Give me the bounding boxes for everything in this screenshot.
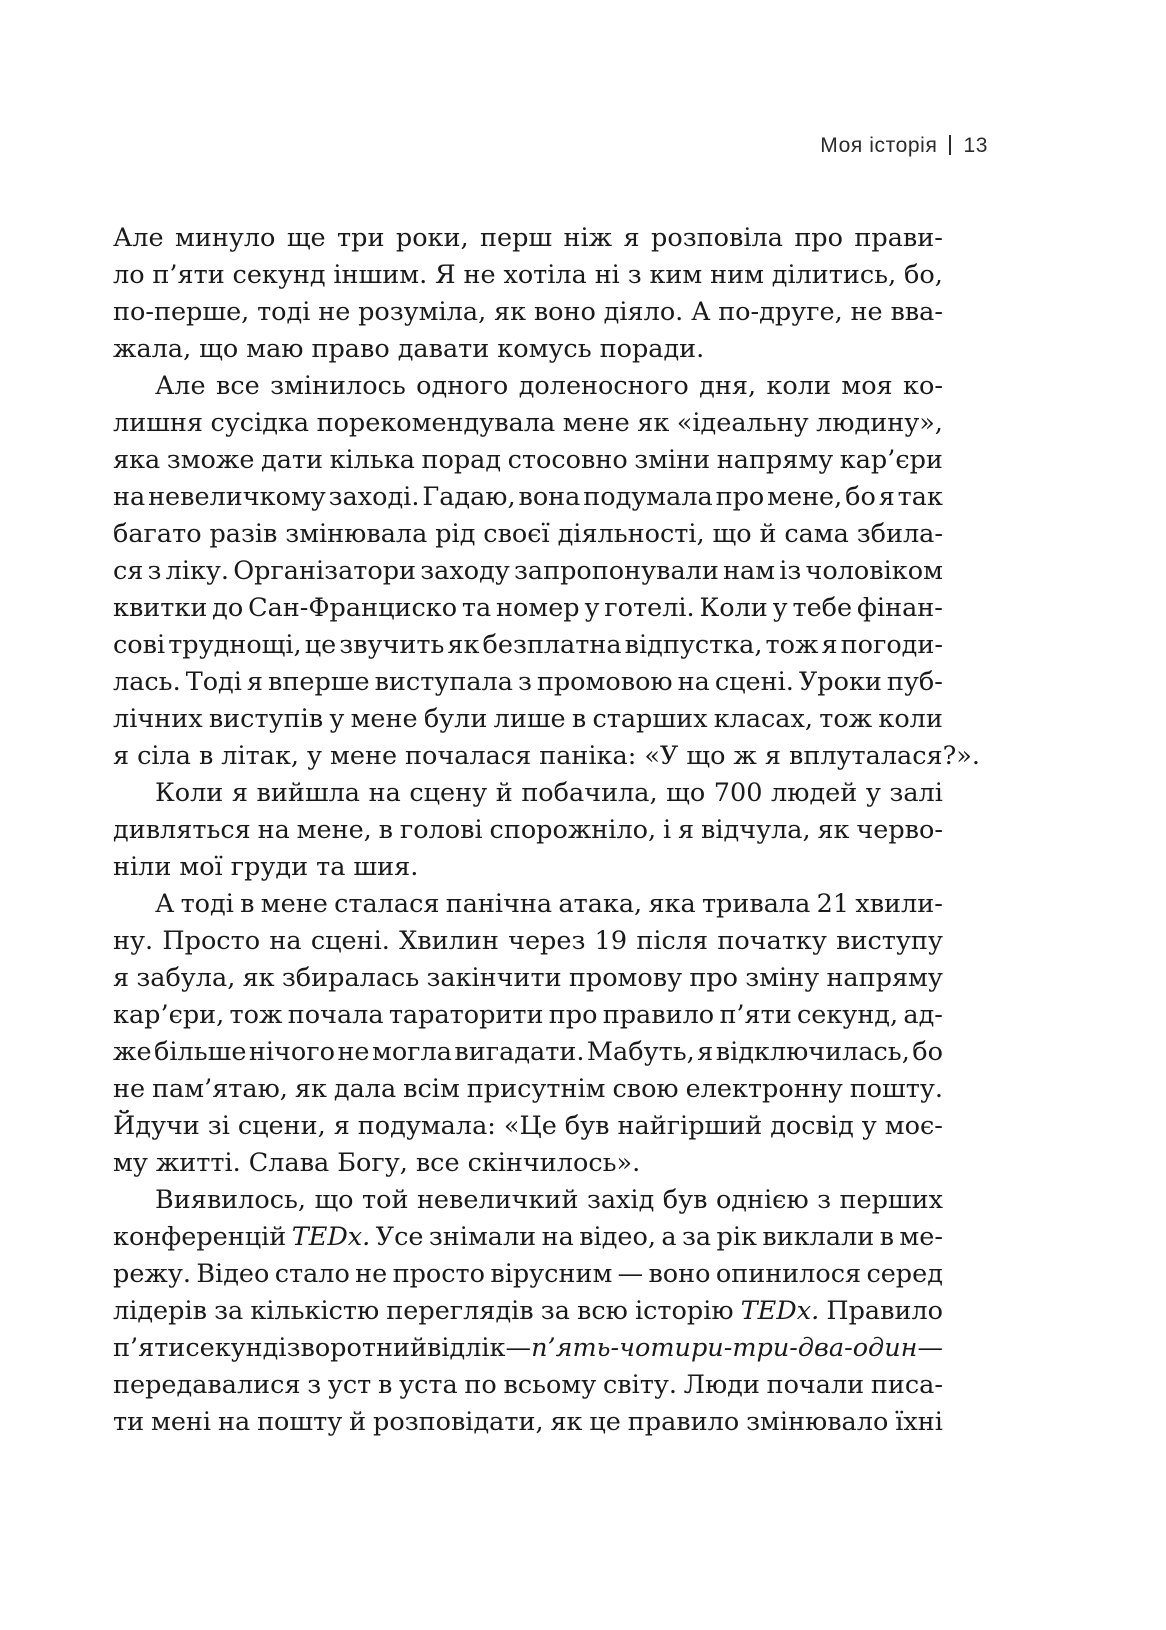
text-line: багато разів змінювала рід своєї діяльності, що й сама збила- [113, 519, 943, 549]
text-line: Але минуло ще три роки, перш ніж я розповіла про прави- [113, 223, 943, 253]
text-line: передавалися з уст в уста по всьому світу. Люди почали писа- [113, 1370, 943, 1400]
text-line: сові труднощі, це звучить як безплатна відпустка, тож я погоди- [113, 630, 943, 660]
text-line: не пам’ятаю, як дала всім присутнім свою електронну пошту. [113, 1074, 943, 1104]
text-line: Але все змінилось одного доленосного дня, коли моя ко- [155, 371, 943, 401]
text-line: яка зможе дати кілька порад стосовно зміни напряму кар’єри [113, 445, 943, 475]
text-line: дивляться на мене, в голові спорожніло, і я відчула, як черво- [113, 815, 943, 845]
text-line: Виявилось, що той невеличкий захід був однією з перших [155, 1185, 943, 1215]
header-separator [949, 135, 951, 155]
text-line: я забула, як збиралась закінчити промову про зміну напряму [113, 963, 943, 993]
text-line: я сіла в літак, у мене почалася паніка: «У що ж я вплуталася?». [113, 741, 980, 771]
text-line: ти мені на пошту й розповідати, як це правило змінювало їхні [113, 1407, 943, 1437]
text-line: же більше нічого не могла вигадати. Мабуть, я відключилась, бо [113, 1037, 943, 1067]
text-line: жала, що маю право давати комусь поради. [113, 334, 705, 364]
text-line: лідерів за кількістю переглядів за всю історію TEDx. Правило [113, 1296, 943, 1326]
page-number: 13 [963, 134, 988, 157]
body-text [113, 220, 980, 1441]
text-line: режу. Відео стало не просто вірусним — воно опинилося серед [113, 1259, 943, 1289]
section-title: Моя історія [820, 134, 938, 157]
text-line: по-перше, тоді не розуміла, як воно діяло. А по-друге, не вва- [113, 297, 943, 327]
text-line: ніли мої груди та шия. [113, 852, 419, 882]
text-line: ся з ліку. Організатори заходу запропонували нам із чоловіком [113, 556, 943, 586]
text-line: на невеличкому заході. Гадаю, вона подумала про мене, бо я так [113, 482, 943, 512]
text-line: му житті. Слава Богу, все скінчилось». [113, 1148, 641, 1178]
text-line: ну. Просто на сцені. Хвилин через 19 після початку виступу [113, 926, 943, 956]
running-head [820, 134, 988, 158]
text-line: Коли я вийшла на сцену й побачила, що 700 людей у залі [155, 778, 943, 808]
text-line: лась. Тоді я вперше виступала з промовою на сцені. Уроки пуб- [113, 667, 943, 697]
text-line: квитки до Сан-Франциско та номер у готелі. Коли у тебе фінан- [113, 593, 943, 623]
text-line: Йдучи зі сцени, я подумала: «Це був найгірший досвід у моє- [113, 1111, 943, 1141]
text-line: п’яти секунд і зворотний відлік — п’ять-чотири-три-два-один — [113, 1333, 943, 1363]
text-line: лишня сусідка порекомендувала мене як «ідеальну людину», [113, 408, 943, 438]
text-line: кар’єри, тож почала тараторити про правило п’яти секунд, ад- [113, 1000, 943, 1030]
text-line: конференцій TEDx. Усе знімали на відео, а за рік виклали в ме- [113, 1222, 943, 1252]
text-line: ло п’яти секунд іншим. Я не хотіла ні з ким ним ділитись, бо, [113, 260, 943, 290]
text-line: А тоді в мене сталася панічна атака, яка тривала 21 хвили- [155, 889, 943, 919]
text-line: лічних виступів у мене були лише в старших класах, тож коли [113, 704, 943, 734]
